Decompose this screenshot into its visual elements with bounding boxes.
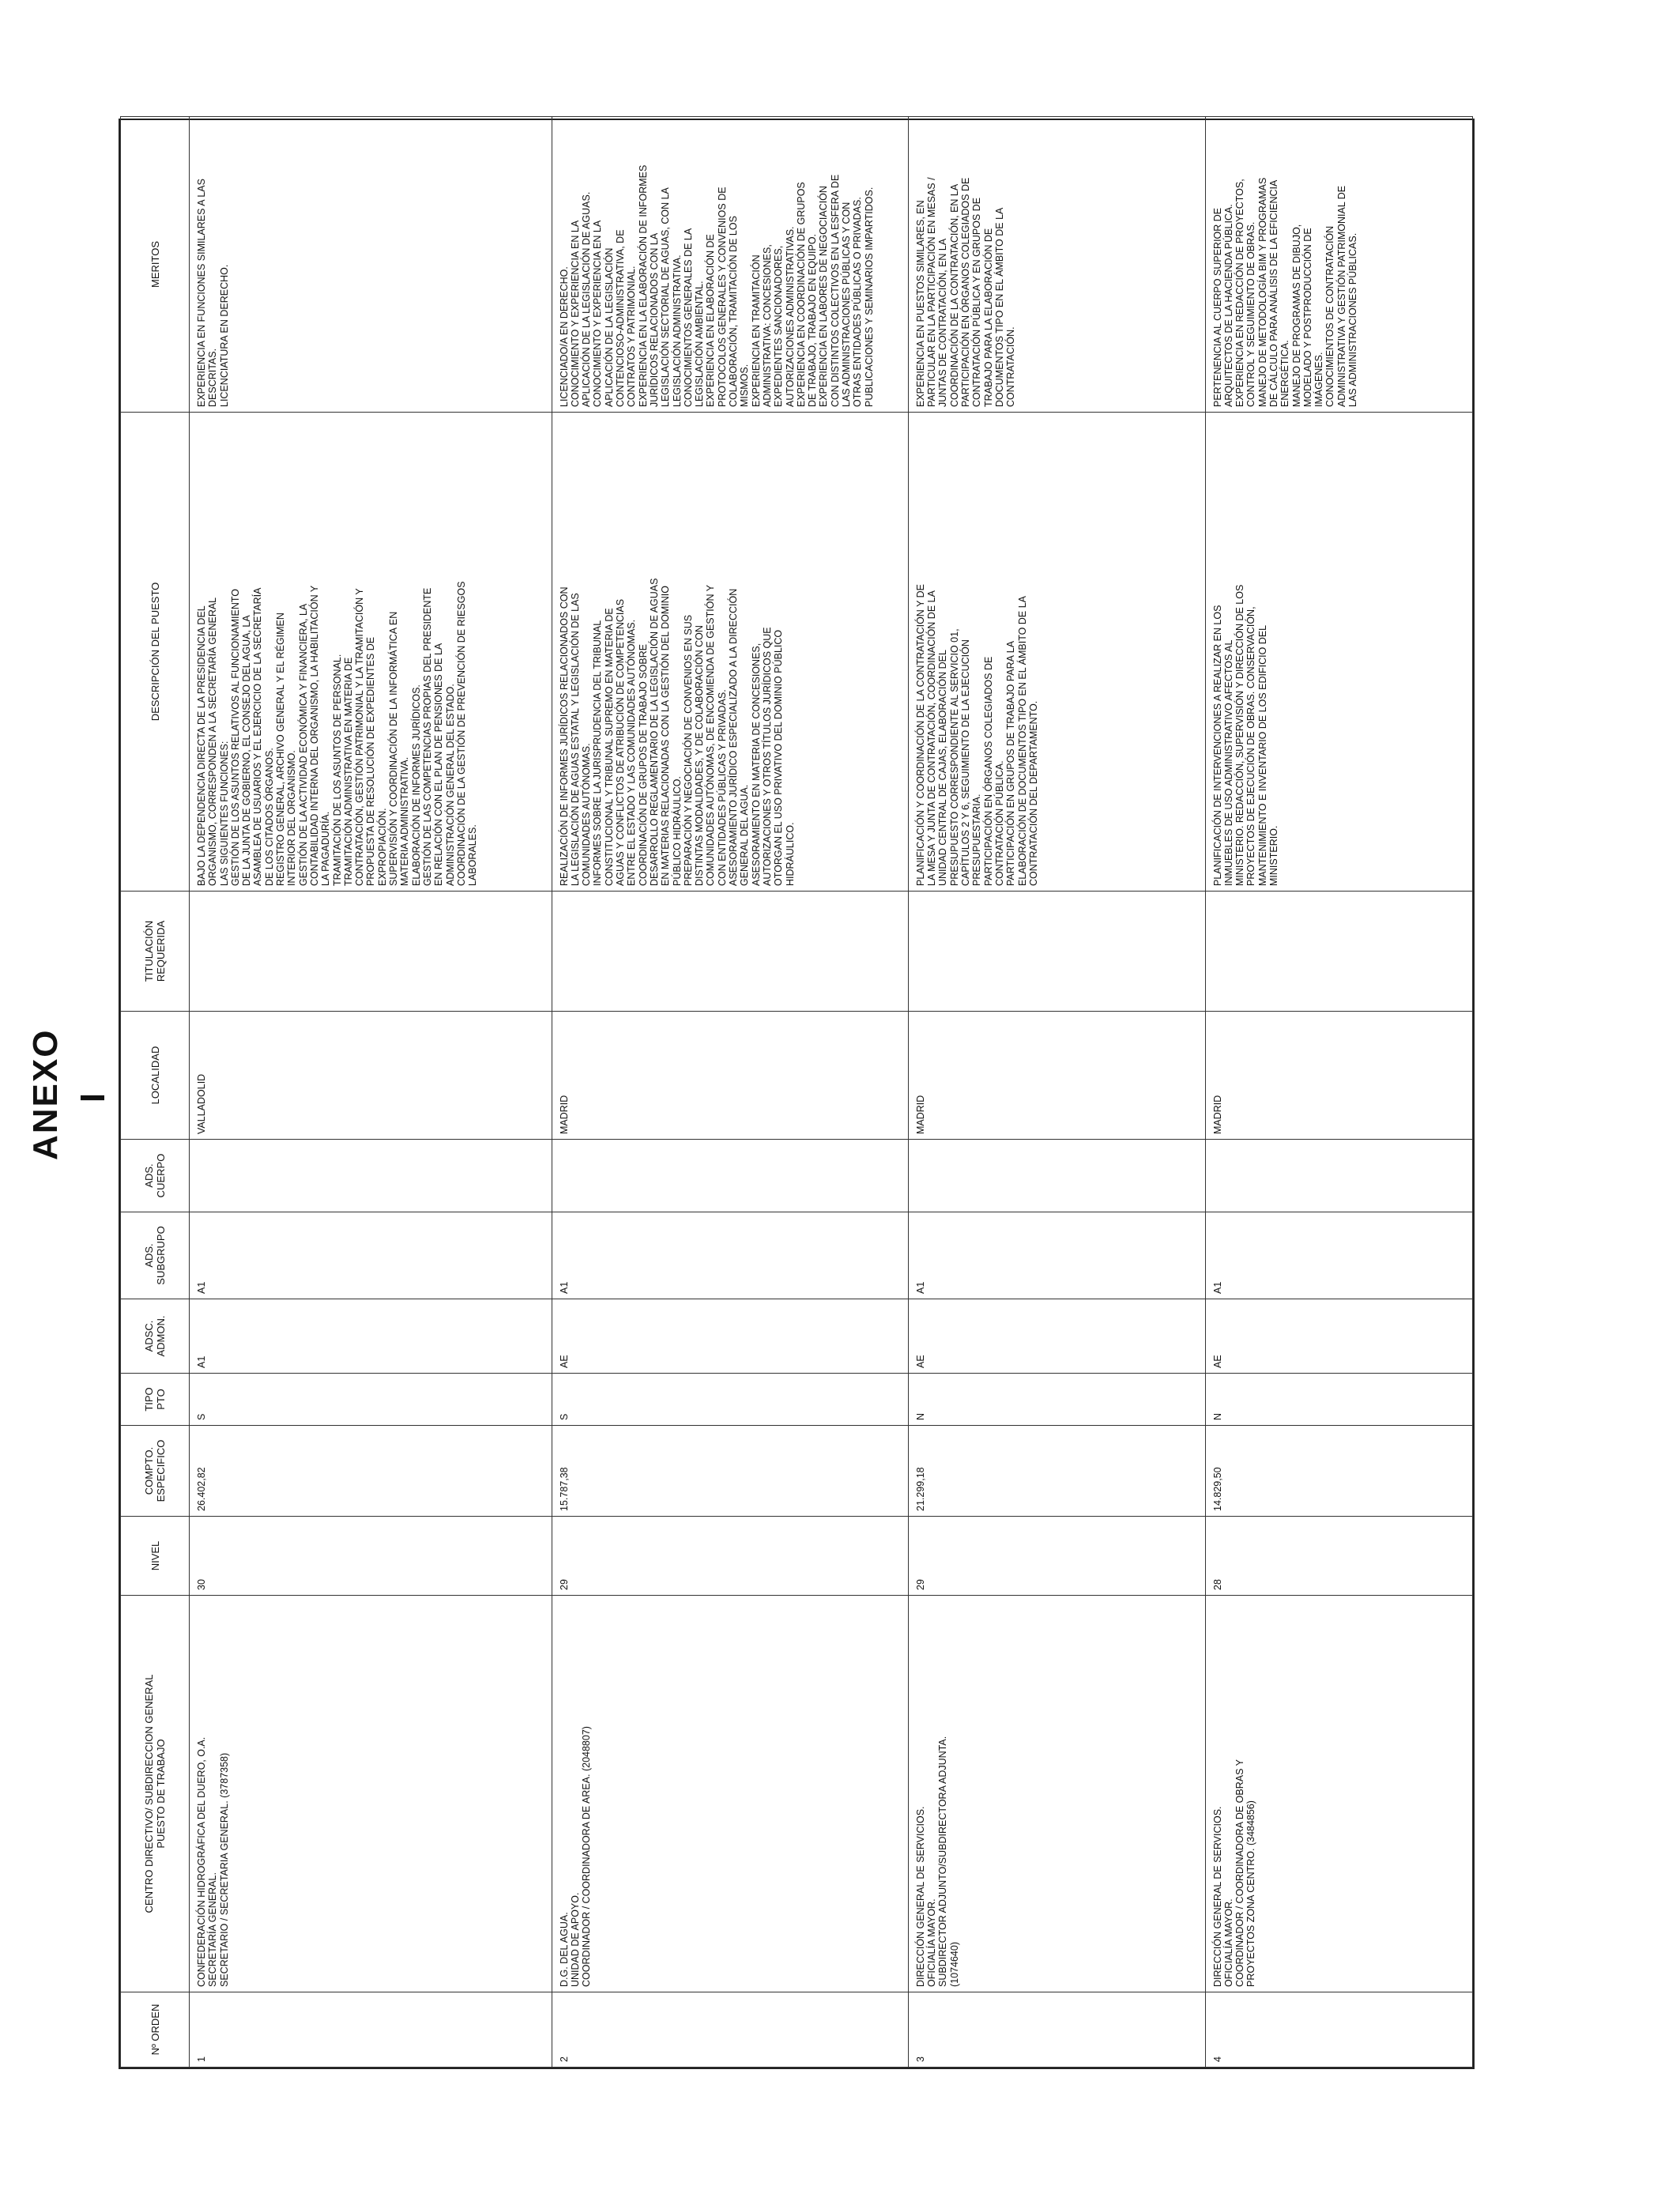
cell-localidad: MADRID [552,1012,908,1140]
descripcion-line: LA LEGISLACIÓN DE AGUAS ESTATAL Y LEGISLACIÓN DE LAS [569,593,581,886]
descripcion-line: PARTICIPACIÓN EN ÓRGANOS COLEGIADOS DE [982,656,994,886]
centro-line: CONFEDERACIÓN HIDROGRÁFICA DEL DUERO, O.A. [196,1736,207,1987]
table-body [190,117,1473,2068]
cell-subgrupo: A1 [552,1212,908,1299]
header-meritos: MERITOS [121,117,190,413]
header-localidad: LOCALIDAD [121,1012,190,1140]
meritos-line: CONOCIMIENTOS GENERALES DE LA [682,228,694,407]
descripcion-line: SUPERVISIÓN Y COORDINACIÓN DE LA INFORMÁTICA EN [388,611,400,886]
cell-descripcion [1205,413,1473,892]
header-cuerpo: ADS. CUERPO [121,1140,190,1212]
annex-table-rotated [119,119,1475,2069]
descripcion-line: REGISTRO GENERAL, ARCHIVO GENERAL Y EL RÉGIMEN [275,613,287,886]
meritos-line: DESCRITAS. [207,348,219,407]
cell-centro [1205,1596,1473,1992]
header-descripcion: DESCRIPCIÓN DEL PUESTO [121,413,190,892]
meritos-line: EXPERIENCIA EN COORDINACIÓN DE GRUPOS [795,182,807,407]
descripcion-line: LA MESA Y JUNTA DE CONTRATACIÓN, COORDINACIÓN DE LA [926,590,938,886]
cell-tipo: S [190,1374,552,1426]
descripcion-line: ADMINISTRACIÓN GENERAL DEL ESTADO. [444,684,456,886]
descripcion-line: AGUAS Y CONFLICTOS DE ATRIBUCIÓN DE COMPETENCIAS [615,598,627,886]
descripcion-line: PROYECTOS DE EJECUCIÓN DE OBRAS. CONSERVACIÓN, [1245,606,1257,886]
descripcion-line: COORDINACIÓN DE GRUPOS DE TRABAJO SOBRE [637,643,649,886]
cell-meritos [908,117,1205,413]
cell-centro [908,1596,1205,1992]
centro-line: D.G. DEL AGUA. [558,1912,570,1987]
cell-tipo: N [908,1374,1205,1426]
meritos-line: DOCUMENTOS TIPO EN EL ÁMBITO DE LA [993,207,1005,407]
meritos-line: CONOCIMIENTOS DE CONTRATACIÓN [1324,225,1336,407]
centro-line: OFICIALÍA MAYOR. [926,1898,938,1987]
header-tipo: TIPO PTO [121,1374,190,1426]
cell-localidad: MADRID [908,1012,1205,1140]
meritos-line: LEGISLACIÓN ADMINISTRATIVA. [671,254,683,407]
descripcion-line: EXPROPIACIÓN. [376,808,388,886]
cell-titulacion [552,892,908,1012]
meritos-line: MISMOS. [739,364,751,407]
centro-line: OFICIALÍA MAYOR. [1222,1898,1234,1987]
descripcion-line: CAPÍTULOS 2 Y 6, SEGUIMIENTO DE LA EJECUCIÓN [960,639,972,886]
cell-cuerpo [908,1140,1205,1212]
meritos-line: MODELADO Y POSTPRODUCCIÓN DE [1301,228,1313,407]
meritos-line: CONTROL Y SEGUIMIENTO DE OBRAS. [1245,221,1257,407]
meritos-line: AUTORIZACIONES ADMINISTRATIVAS. [784,226,796,407]
cell-compto: 15.787,38 [552,1426,908,1517]
descripcion-line: PRESUPUESTARIA. [971,794,983,886]
cell-nivel: 29 [552,1517,908,1596]
cell-centro [190,1596,552,1992]
meritos-line: CONOCIMIENTO Y EXPERIENCIA EN LA [569,220,581,407]
header-centro: CENTRO DIRECTIVO/ SUBDIRECCION GENERAL PUESTO DE TRABAJO [121,1596,190,1992]
descripcion-line: REALIZACIÓN DE INFORMES JURÍDICOS RELACIONADOS CON [558,586,570,886]
table-row [1205,117,1473,2068]
cell-descripcion [190,413,552,892]
meritos-line: CON DISTINTOS COLECTIVOS EN LA ESFERA DE [829,174,841,407]
descripcion-line: PREPARACIÓN Y NEGOCIACIÓN DE CONVENIOS EN SUS [682,614,694,886]
meritos-line: DE TRABAJO, TRABAJO EN EQUIPO. [807,233,819,407]
cell-titulacion [908,892,1205,1012]
meritos-line: ADMINISTRATIVA: CONCESIONES, [761,244,773,407]
descripcion-line: INTERIOR DEL ORGANISMO. [286,750,298,886]
descripcion-line: PARTICIPACIÓN EN GRUPOS DE TRABAJO PARA LA [1005,640,1017,886]
meritos-line: EXPEDIENTES SANCIONADORES, [773,245,785,407]
meritos-line: APLICACIÓN DE LA LEGISLACIÓN DE AGUAS. [581,191,593,407]
descripcion-line: HIDRÁULICO. [784,822,796,886]
cell-tipo: N [1205,1374,1473,1426]
table-row [190,117,552,2068]
descripcion-line: ELABORACIÓN DE DOCUMENTOS TIPO EN EL ÁMBITO DE LA [1016,596,1028,886]
meritos-line: JURÍDICOS RELACIONADOS CON LA [648,232,660,407]
descripcion-line: CON ENTIDADES PÚBLICAS Y PRIVADAS. [716,689,728,886]
meritos-line: PROTOCOLOS GENERALES Y CONVENIOS DE [716,187,728,407]
cell-cuerpo [1205,1140,1473,1212]
descripcion-line: LA PAGADURÍA. [320,811,332,886]
cell-cuerpo [552,1140,908,1212]
descripcion-line: COMUNIDADES AUTÓNOMAS. [581,743,593,886]
cell-nivel: 28 [1205,1517,1473,1596]
descripcion-line: GENERAL DEL AGUA. [739,784,751,886]
meritos-line: LICENCIATURA EN DERECHO. [218,264,230,407]
descripcion-line: ORGANISMO, CORRESPONDEN A LA SECRETARÍA GENERAL [207,597,219,886]
cell-orden: 3 [908,1992,1205,2068]
meritos-line: EXPERIENCIA EN LA ELABORACIÓN DE INFORMES [637,164,649,407]
meritos-line: CONOCIMIENTO Y EXPERIENCIA EN LA [592,220,604,407]
meritos-line: PARTICIPACIÓN EN ÓRGANOS COLEGIADOS DE [960,177,972,407]
header-titulacion: TITULACIÓN REQUERIDA [121,892,190,1012]
centro-line: PROYECTOS ZONA CENTRO. (3484856) [1245,1800,1257,1987]
descripcion-line: ASESORAMIENTO EN MATERIA DE CONCESIONES, [750,643,762,886]
cell-centro [552,1596,908,1992]
descripcion-line: INMUEBLES DE USO ADMINISTRATIVO AFECTOS AL [1222,639,1234,886]
meritos-line: PERTENENCIA AL CUERPO SUPERIOR DE [1211,207,1223,407]
meritos-line: CONTRATOS Y PATRIMONIAL. [626,266,638,407]
cell-meritos [190,117,552,413]
descripcion-line: MANTENIMIENTO E INVENTARIO DE LOS EDIFICIO DEL [1256,624,1268,886]
centro-line: DIRECCIÓN GENERAL DE SERVICIOS. [1211,1806,1223,1987]
cell-compto: 14.829,50 [1205,1426,1473,1517]
meritos-line: LEGISLACIÓN AMBIENTAL. [694,281,706,407]
meritos-line: ADMINISTRATIVA Y GESTIÓN PATRIMONIAL DE [1335,185,1347,407]
descripcion-line: CONTRATACIÓN, GESTIÓN PATRIMONIAL Y LA TRAMITACIÓN Y [354,588,366,886]
descripcion-line: CONSTITUCIONAL Y TRIBUNAL SUPREMO EN MATERIA DE [603,608,615,886]
descripcion-line: BAJO LA DEPENDENCIA DIRECTA DE LA PRESIDENCIA DEL [196,605,207,886]
meritos-line: COLABORACIÓN, TRAMITACIÓN DE LOS [728,216,740,407]
descripcion-line: UNIDAD CENTRAL DE CAJAS, ELABORACIÓN DEL [937,650,949,886]
meritos-line: OTRAS ENTIDADES PÚBLICAS O PRIVADAS. [852,197,864,407]
cell-adsc: AE [1205,1299,1473,1374]
meritos-line: ENERGÉTICA. [1279,340,1291,407]
descripcion-line: LABORALES. [467,824,479,886]
cell-meritos [1205,117,1473,413]
annex-table-region [119,119,1680,2062]
descripcion-line: GESTIÓN DE LA ACTIVIDAD ECONÓMICA Y FINANCIERA, LA [297,603,309,886]
descripcion-line: OTORGAN EL USO PRIVATIVO DEL DOMINIO PÚBLICO [773,629,785,886]
descripcion-line: CONTABILIDAD INTERNA DEL ORGANISMO, LA HABILITACIÓN Y [308,585,320,886]
descripcion-line: DE LA JUNTA DE GOBIERNO, EL CONSEJO DEL AGUA, LA [241,615,253,886]
descripcion-line: ENTRE EL ESTADO Y LAS COMUNIDADES AUTÓNOMAS. [626,619,638,886]
cell-compto: 21.299,18 [908,1426,1205,1517]
meritos-line: PARTICULAR EN LA PARTICIPACIÓN EN MESAS / [926,177,938,407]
descripcion-line: MINISTERIO. [1268,825,1279,886]
descripcion-line: ELABORACIÓN DE INFORMES JURÍDICOS. [410,684,422,886]
centro-line: UNIDAD DE APOYO. [569,1892,581,1987]
header-nivel: NIVEL [121,1517,190,1596]
descripcion-line: ASESORAMIENTO JURÍDICO ESPECIALIZADO A LA DIRECCIÓN [728,588,740,886]
cell-orden: 2 [552,1992,908,2068]
cell-meritos [552,117,908,413]
descripcion-line: MATERIA ADMINISTRATIVA. [399,756,411,886]
centro-line: SECRETARIO / SECRETARIA GENERAL. (3787358) [218,1752,230,1987]
centro-line: SECRETARÍA GENERAL. [207,1872,219,1987]
descripcion-line: DESARROLLO REGLAMENTARIO DE LA LEGISLACIÓN DE AGUAS [648,578,660,886]
descripcion-line: CONTRATACIÓN PÚBLICA. [993,760,1005,886]
descripcion-line: GESTIÓN DE LOS ASUNTOS RELATIVOS AL FUNCIONAMIENTO [229,588,241,886]
header-row [121,117,190,2068]
descripcion-line: COORDINACIÓN DE LA GESTIÓN DE PREVENCIÓN DE RIESGOS [455,581,467,886]
descripcion-line: CONTRATACIÓN DEL DEPARTAMENTO. [1027,700,1039,886]
descripcion-line: EN MATERIAS RELACIONADAS CON LA GESTIÓN DEL DOMINIO [660,586,672,886]
meritos-line: JUNTAS DE CONTRATACIÓN, EN LA [937,238,949,407]
cell-subgrupo: A1 [1205,1212,1473,1299]
meritos-line: EXPERIENCIA EN REDACCIÓN DE PROYECTOS, [1234,179,1246,407]
meritos-line: EXPERIENCIA EN PUESTOS SIMILARES, EN [914,200,926,407]
meritos-line: PUBLICACIONES Y SEMINARIOS IMPARTIDOS. [863,187,875,407]
header-adsc: ADSC. ADMON. [121,1299,190,1374]
cell-compto: 26.402,82 [190,1426,552,1517]
cell-subgrupo: A1 [908,1212,1205,1299]
cell-titulacion [1205,892,1473,1012]
table-row [552,117,908,2068]
descripcion-line: COMUNIDADES AUTÓNOMAS, DE ENCOMIENDA DE GESTIÓN Y [705,584,717,886]
meritos-line: ARQUITECTOS DE LA HACIENDA PÚBLICA. [1222,204,1234,407]
descripcion-line: DE LOS CITADOS ÓRGANOS. [263,748,275,886]
header-subgrupo: ADS. SUBGRUPO [121,1212,190,1299]
cell-descripcion [552,413,908,892]
meritos-line: LEGISLACIÓN SECTORIAL DE AGUAS, CON LA [660,187,672,407]
meritos-line: LAS ADMINISTRACIONES PÚBLICAS Y CON [841,202,853,407]
centro-line: COORDINADOR / COORDINADORA DE AREA. (2048807) [581,1726,593,1987]
descripcion-line: INFORMES SOBRE LA JURISPRUDENCIA DEL TRIBUNAL [592,620,604,886]
annex-table [120,116,1473,2068]
cell-orden: 1 [190,1992,552,2068]
centro-line: DIRECCIÓN GENERAL DE SERVICIOS. [914,1806,926,1987]
document-title: ANEXO I [26,1028,112,1160]
meritos-line: APLICACIÓN DE LA LEGISLACIÓN [603,247,615,407]
descripcion-line: GESTIÓN DE LAS COMPETENCIAS PROPIAS DEL PRESIDENTE [421,587,433,886]
descripcion-line: PLANIFICACIÓN DE INTERVENCIONES A REALIZAR EN LOS [1211,605,1223,886]
cell-adsc: A1 [190,1299,552,1374]
meritos-line: EXPERIENCIA EN FUNCIONES SIMILARES A LAS [196,179,207,407]
cell-adsc: AE [908,1299,1205,1374]
descripcion-line: PÚBLICO HIDRÁULICO. [671,776,683,886]
meritos-line: CONTRATACIÓN. [1005,326,1017,407]
cell-subgrupo: A1 [190,1212,552,1299]
descripcion-line: AUTORIZACIONES Y OTROS TÍTULOS JURÍDICOS QUE [761,627,773,886]
cell-orden: 4 [1205,1992,1473,2068]
meritos-line: COORDINACIÓN DE LA CONTRATACIÓN, EN LA [948,183,960,407]
cell-adsc: AE [552,1299,908,1374]
meritos-line: IMÁGENES. [1313,352,1325,407]
cell-titulacion [190,892,552,1012]
cell-cuerpo [190,1140,552,1212]
descripcion-line: PLANIFICACIÓN Y COORDINACIÓN DE LA CONTRATACIÓN Y DE [914,583,926,886]
meritos-line: CONTENCIOSO-ADMINISTRATIVA, DE [615,229,627,407]
descripcion-line: ASAMBLEA DE USUARIOS Y EL EJERCICIO DE LA SECRETARÍA [252,587,264,886]
centro-line: COORDINADOR / COORDINADORA DE OBRAS Y [1234,1759,1246,1987]
descripcion-line: MINISTERIO. REDACCIÓN, SUPERVISIÓN Y DIRECCIÓN DE LOS [1234,584,1246,886]
header-orden: Nº ORDEN [121,1992,190,2068]
meritos-line: TRABAJO PARA LA ELABORACIÓN DE [982,228,994,407]
meritos-line: EXPERIENCIA EN TRAMITACIÓN [750,254,762,407]
meritos-line: CONTRATACIÓN PÚBLICA Y EN GRUPOS DE [971,197,983,407]
cell-localidad: MADRID [1205,1012,1473,1140]
centro-line: SUBDIRECTOR ADJUNTO/SUBDIRECTORA ADJUNTA. [937,1736,949,1987]
meritos-line: EXPERIENCIA EN ELABORACIÓN DE [705,234,717,407]
meritos-line: LAS ADMINISTRACIONES PÚBLICAS. [1347,232,1359,407]
meritos-line: MANEJO DE METODOLOGÍA BIM Y PROGRAMAS [1256,177,1268,407]
cell-descripcion [908,413,1205,892]
cell-nivel: 29 [908,1517,1205,1596]
cell-tipo: S [552,1374,908,1426]
meritos-line: EXPERIENCIA EN LABORES DE NEGOCIACIÓN [818,186,830,407]
table-row [908,117,1205,2068]
centro-line: (1074640) [948,1942,960,1987]
meritos-line: LICENCIADO/A EN DERECHO. [558,266,570,407]
header-compto: COMPTO. ESPECIFICO [121,1426,190,1517]
descripcion-line: PROPUESTA DE RESOLUCIÓN DE EXPEDIENTES DE [365,636,377,886]
descripcion-line: PRESUPUESTO CORRESPONDIENTE AL SERVICIO 01, [948,628,960,886]
descripcion-line: TRAMITACIÓN DE LOS ASUNTOS DE PERSONAL. [331,654,343,886]
cell-localidad: VALLADOLID [190,1012,552,1140]
descripcion-line: DISTINTAS MODALIDADES, Y DE COLABORACIÓN CON [694,625,706,886]
meritos-line: DE CÁLCULO PARA ANÁLISIS DE LA EFICIENCIA [1268,179,1279,407]
meritos-line: MANEJO DE PROGRAMAS DE DIBUJO, [1290,224,1302,407]
descripcion-line: TRAMITACIÓN ADMINISTRATIVA EN MATERIA DE [342,657,354,886]
descripcion-line: EN RELACIÓN CON EL PLAN DE PENSIONES DE LA [433,643,445,886]
cell-nivel: 30 [190,1517,552,1596]
descripcion-line: LAS SIGUIENTES FUNCIONES: [218,741,230,886]
